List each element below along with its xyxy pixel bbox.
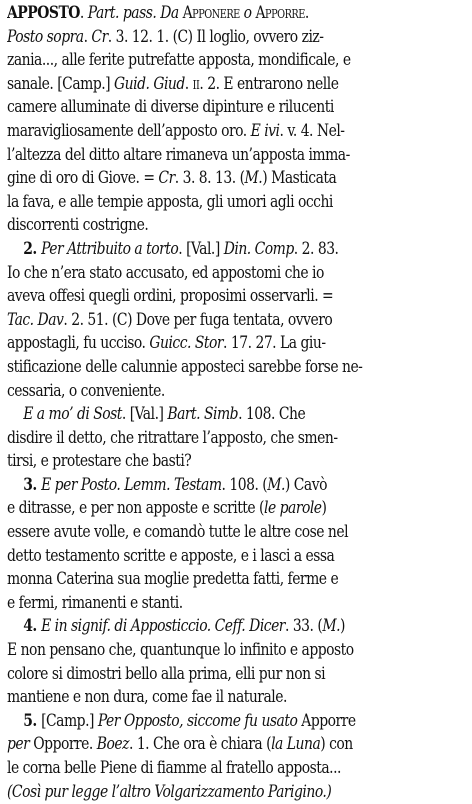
text-run: mantiene e non dura, come fae il naturale. [7,687,287,708]
text-run: gine di oro di Giove. = [7,168,159,189]
entry-line [7,309,462,333]
text-run: . [Val.] [121,404,168,425]
text-run: 2. [23,238,42,259]
text-run: per [7,734,30,755]
entry-line [7,710,472,734]
entry-line [7,521,462,545]
text-run: la Luna [271,734,321,755]
text-run: . 33. ( [284,616,323,637]
entry-line [7,167,462,191]
entry-line [7,615,472,639]
text-run: . 3. 8. 13. ( [174,168,245,189]
text-run: . 2. 83. [293,238,339,259]
text-run: ) Cavò [284,474,327,495]
entry-line [7,686,462,710]
entry-headline [7,2,462,26]
entry-line [7,380,462,404]
text-run: cessaria, o conveniente. [7,380,165,401]
entry-line [7,427,462,451]
entry-line [7,781,462,804]
text-run: Io che n’era stato accusato, ed appostomi che io [7,262,324,283]
text-run: ) [340,616,345,637]
text-run: E ivi [250,120,280,141]
text-run: Apponere [182,3,240,23]
text-run: Apporre [297,710,356,731]
text-run: essere avute volle, e comandò tutte le altre cose nel [7,522,349,543]
text-run: . [304,3,309,23]
entry-line [7,356,462,380]
text-run: le corna belle Piene di fiamme al fratello apposta... [7,758,341,778]
text-run: Così pur legge l’altro Volgarizzamento Parigino [11,781,323,802]
text-run: tirsi, e protestare che basti? [7,451,192,472]
entry-line [7,191,462,215]
text-run: Opporre. [29,734,97,755]
text-run: . [79,3,88,23]
text-run: M. [322,616,341,637]
text-run: stificazione delle calunnie apposteci sarebbe forse ne- [7,356,363,377]
text-run: ) [321,498,327,519]
text-run: . [Val.] [178,238,224,259]
entry-line [7,238,472,262]
text-run: Guicc. Stor [149,333,224,354]
entry-line [7,96,462,120]
text-run: .) [322,781,332,802]
text-run: disdire il detto, che ritrattare l’apposto, che smen- [7,427,338,448]
text-run: Part. pass. Da [87,3,183,23]
text-run: . 1. Che ora è chiara ( [128,734,272,755]
text-run: M. [267,474,285,495]
text-run: ( [7,781,12,802]
text-run: ii [192,73,200,94]
entry-line [7,733,462,757]
entry-line [7,474,472,498]
text-run: detto testamento scritte e apposte, e i lasci a essa [7,545,335,566]
text-run: E non pensano che, quantunque lo infinito e apposto [7,640,354,661]
text-run: Guid. Giud [114,73,185,94]
text-run: Apporre [255,3,305,23]
text-run: appostagli, fu ucciso. [7,333,150,354]
entry-line [7,592,462,616]
text-run: colore si dimostri bello alla prima, elli pur non si [7,663,326,684]
entry-line [7,26,462,50]
text-run: E a mo’ di Sost [23,404,122,425]
text-run: . 3. 12. 1. (C) Il loglio, ovvero ziz- [107,26,324,47]
text-run: discorrenti costrigne. [7,215,149,236]
text-run: Per Opposto, siccome fu usato [97,710,298,731]
entry-line [7,497,462,521]
entry-line [7,663,462,687]
text-run: . [184,73,193,94]
text-run: maravigliosamente dell’apposto oro. [7,120,251,141]
text-run: Boez [96,734,129,755]
text-run: . 2. E entrarono nelle [199,73,339,94]
text-run: . 2. 51. (C) Dove per fuga tentata, ovvero [63,309,333,330]
entry-line [7,332,462,356]
text-run: . 108. Che [238,404,306,425]
text-run: M. [244,168,263,189]
text-run: Cr [158,168,175,189]
entry-line [7,639,462,663]
text-run: 3. [23,474,42,495]
entry-line [7,262,462,286]
entry-line [7,545,462,569]
text-run: 4. [23,616,42,637]
text-run: aveva offesi quegli ordini, proposimi osservarli. = [7,286,334,307]
entry-line [7,49,462,73]
text-run: Din. Comp [223,238,294,259]
text-run: [Camp.] [41,710,98,731]
text-run: E in signif. di Apposticcio. Ceff. Dicer [41,616,285,637]
text-run: monna Caterina sua moglie predetta fatti, ferme e [7,569,339,590]
text-run: ) Masticata [262,168,337,189]
text-run: sanale. [Camp.] [7,73,115,94]
text-run: e fermi, rimanenti e stanti. [7,592,183,613]
entry-line [7,73,462,97]
entry-line [7,757,462,781]
entry-line [7,568,462,592]
entry-line [7,214,462,238]
text-run: o [239,3,256,23]
entry-line [7,120,462,144]
entry-line [7,144,462,168]
text-run: l’altezza del ditto altare rimaneva un’apposta imma- [7,144,350,165]
text-run: le parole [263,498,322,519]
text-run: zania..., alle ferite putrefatte apposta, mondificale, e [7,50,351,71]
text-run: Tac. Dav [7,309,64,330]
text-run: . 17. 27. La giu- [223,333,326,354]
text-run: 5. [23,710,42,731]
text-run: E per Posto. Lemm. Testam [41,474,222,495]
text-run: ) con [320,734,353,755]
text-run: Posto sopra [7,26,84,47]
entry-line [7,403,472,427]
text-run: e ditrasse, e per non apposte e scritte ( [7,498,264,519]
headword: APPOSTO [7,3,80,23]
text-run: la fava, e alle tempie apposta, gli umori agli occhi [7,191,333,212]
text-run: camere alluminate di diverse dipinture e rilucenti [7,97,334,118]
entry-line [7,450,462,474]
text-run: . v. 4. Nel- [279,120,345,141]
entry-line [7,285,462,309]
text-run: . [83,26,92,47]
text-run: Per Attribuito a torto [41,238,179,259]
text-run: Bart. Simb [167,404,239,425]
text-run: Cr [91,26,108,47]
text-run: . 108. ( [221,474,268,495]
